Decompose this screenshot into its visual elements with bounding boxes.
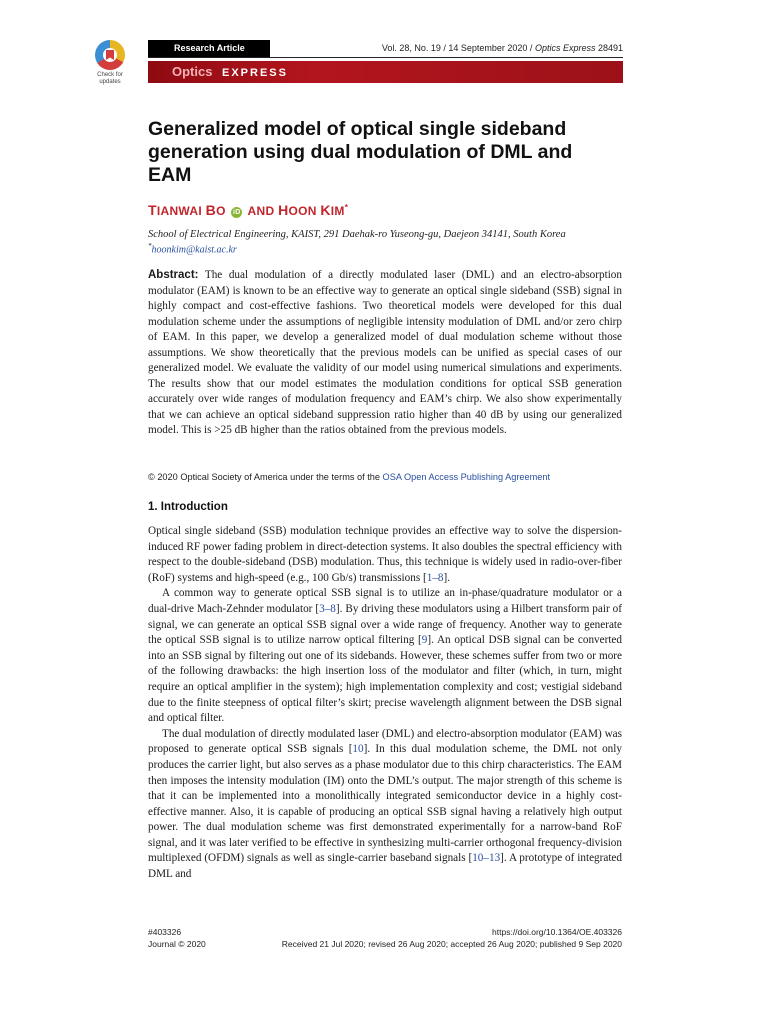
copyright-notice	[148, 472, 550, 482]
footer-left	[148, 926, 206, 950]
copyright-text: © 2020 Optical Society of America under the terms of the	[148, 472, 383, 482]
journal-logo-express: EXPRESS	[222, 67, 288, 79]
author-2-first-rest: OON	[288, 204, 317, 218]
introduction-body	[148, 524, 622, 883]
doi-link[interactable]: https://doi.org/10.1364/OE.403326	[492, 927, 622, 937]
article-id: #403326	[148, 927, 182, 937]
badge-line-1: Check for	[97, 72, 123, 78]
citation-link[interactable]: 10–13	[472, 852, 501, 865]
journal-banner	[148, 61, 623, 83]
paragraph-text: Optical single sideband (SSB) modulation technique provides an effective way to solve the dispersion-induced RF power fading problem in direct-detection systems. It also doubles the spectral efficiency with respect to the double-sideband (DSB) modulation. Thus, this technique is widely used in radio-over-fiber (RoF) systems and high-speed (e.g., 100 Gb/s) transmissions [	[148, 525, 622, 584]
paragraph-1	[148, 524, 622, 586]
badge-label	[88, 72, 132, 86]
page-number: 28491	[595, 43, 623, 53]
crossmark-icon	[95, 40, 125, 70]
author-2-last-initial: K	[320, 202, 331, 218]
footer-right	[282, 926, 622, 950]
author-conjunction: AND	[244, 204, 279, 218]
email-line	[148, 242, 237, 255]
section-heading: 1. Introduction	[148, 501, 228, 513]
author-2-first-initial: H	[278, 202, 289, 218]
paragraph-text: A common way to generate optical SSB signal is to utilize an in-phase/quadrature modulator or a dual-drive Mach-Zehnder modulator [	[148, 587, 622, 615]
abstract-label: Abstract:	[148, 269, 199, 281]
citation-link[interactable]: 1–8	[426, 571, 444, 584]
author-2-last-rest: IM	[330, 204, 345, 218]
paragraph-text: ].	[443, 571, 451, 584]
author-1-last-initial: B	[205, 202, 217, 218]
email-mark: *	[148, 242, 152, 250]
check-for-updates-badge[interactable]	[88, 40, 132, 86]
journal-name-italic: Optics Express	[534, 43, 596, 53]
abstract-text: The dual modulation of a directly modulated laser (DML) and an electro-absorption modulator (EAM) is known to be an effective way to generate an optical single sideband (SSB) signal in highly compact and cost-effective fashions. Two theoretical models were developed for this dual modulation scheme under the assumptions of negligible intensity modulation of DML and/or zero chirp of EAM. In this paper, we develop a generalized model of dual modulation scheme without those assumptions. We show theoretically that the previous models can be unified as special cases of our generalized model. We evaluate the validity of our model using numerical simulations and experiments. The results show that our model estimates the modulation conditions for optical SSB generation accurately over wide ranges of modulation frequency and EAM’s chirp. We also show experimentally that we can achieve an optical sideband suppression ratio higher than 40 dB by using our generalized model. This is >25 dB higher than the ratios obtained from the previous models.	[148, 269, 622, 436]
publication-dates: Received 21 Jul 2020; revised 26 Aug 2020; accepted 26 Aug 2020; published 9 Sep 2020	[281, 939, 622, 949]
abstract	[148, 268, 622, 439]
author-1-last-rest: O	[216, 204, 226, 218]
paragraph-text: ]. In this dual modulation scheme, the DML not only produces the carrier light, but also serves as a phase modulator due to this chirp characteristics. The EAM then imposes the intensity modulation (IM) onto the DML’s output. The major strength of this scheme is that it can be implemented into a monolithically integrated semiconductor device in a highly cost-effective manner. Also, it is capable of producing an optical SSB signal having a relatively high output power. The dual modulation scheme was first demonstrated experimentally for a narrow-band RoF signal, and it was later verified to be effective in synthesizing multi-carrier orthogonal frequency-division multiplexed (OFDM) signals as well as single-carrier baseband signals [	[148, 743, 622, 865]
author-1-first-rest: IANWAI	[156, 204, 202, 218]
citation-link[interactable]: 10	[352, 743, 364, 756]
email-link[interactable]: hoonkim@kaist.ac.kr	[151, 244, 237, 256]
paragraph-text: The dual modulation of directly modulated laser (DML) and electro-absorption modulator (EAM) was proposed to generate optical SSB signals [	[148, 727, 622, 756]
paragraph-2	[148, 586, 622, 726]
volume-text: Vol. 28, No. 19 / 14 September 2020 /	[381, 43, 535, 53]
paragraph-3	[148, 727, 622, 883]
journal-copyright: Journal © 2020	[148, 939, 206, 949]
journal-logo-optics: Optics	[172, 64, 213, 79]
journal-header	[148, 40, 623, 58]
paper-title: Generalized model of optical single sideband generation using dual modulation of DML and EAM	[148, 118, 573, 186]
citation-link[interactable]: 9	[421, 634, 428, 647]
paragraph-text: ]. By driving these modulators using a Hilbert transform pair of signal, we can generate an optical SSB signal over a wide range of frequency. Another way to generate the optical SSB signal is to utilize narrow optical filtering [	[148, 602, 622, 647]
article-type-label: Research Article	[148, 40, 270, 57]
corresponding-mark: *	[344, 203, 349, 212]
author-list	[148, 202, 348, 218]
affiliation: School of Electrical Engineering, KAIST, 291 Daehak-ro Yuseong-gu, Daejeon 34141, South Korea	[148, 229, 566, 240]
citation-link[interactable]: 3–8	[319, 602, 336, 615]
volume-info	[382, 40, 623, 57]
author-1-first-initial: T	[148, 202, 157, 218]
paragraph-text: ]. An optical DSB signal can be converted into an SSB signal by filtering out one of its sidebands. However, these schemes suffer from two or more of the following drawbacks: the high insertion loss of the modulator and filter (which, in turn, might require an optical amplifier in the system); high implementation complexity and cost; vestigial sideband due to the finite steepness of optical filter’s skirt; precise wavelength alignment between the DSB signal and optical filter.	[148, 634, 622, 725]
badge-line-2: updates	[99, 79, 121, 85]
license-link[interactable]: OSA Open Access Publishing Agreement	[382, 472, 551, 482]
paragraph-text: ]. A prototype of integrated DML and	[148, 852, 622, 881]
orcid-icon[interactable]: iD	[233, 209, 241, 216]
